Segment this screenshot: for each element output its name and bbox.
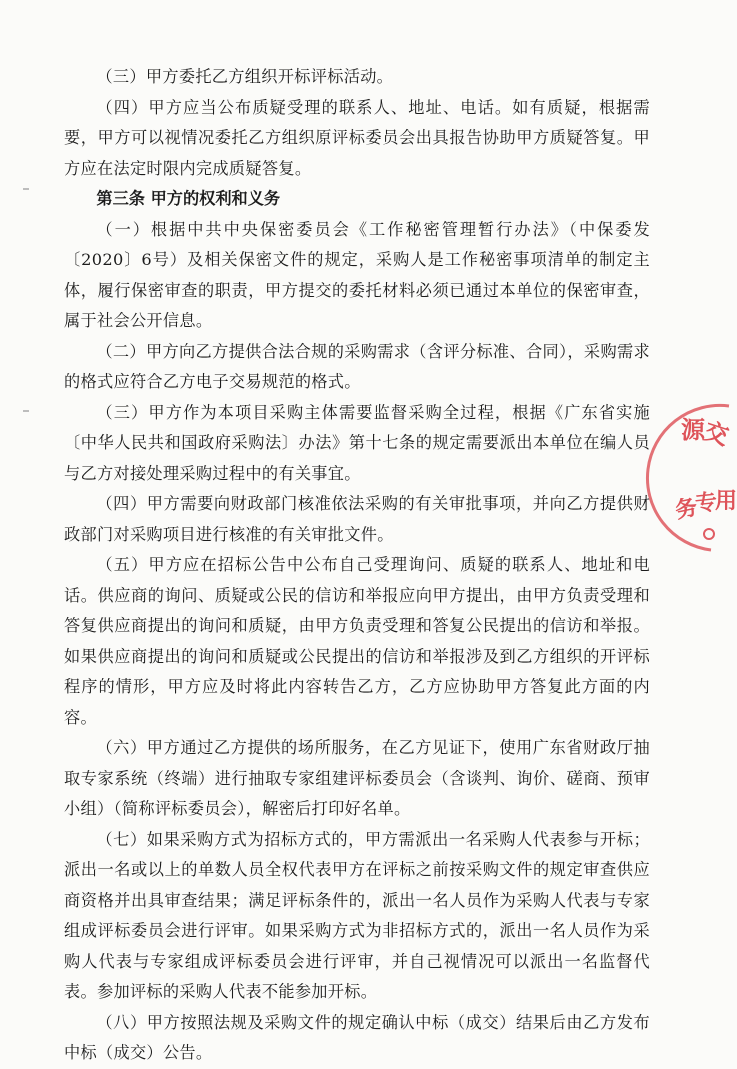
seal-glyph: 源 (681, 415, 705, 444)
red-seal-stamp (671, 400, 737, 560)
seal-glyph: 用 (715, 488, 737, 514)
paragraph-3-4: （四）甲方应当公布质疑受理的联系人、地址、电话。如有质疑，根据需要，甲方可以视情况委托乙方组织原评标委员会出具报告协助甲方质疑答复。甲方应在法定时限内完成质疑答复。 (64, 97, 650, 178)
paragraph-party-a-5: （五）甲方应在招标公告中公布自己受理询问、质疑的联系人、地址和电话。供应商的询问、质疑或公民的信访和举报应向甲方提出，由甲方负责受理和答复供应商提出的询问和质疑，由甲方负责受理和答复公民提出的信访和举报。如果供应商提出的询问和质疑或公民提出的信访和举报涉及到乙方组织的开评标程序的情形，甲方应及时将此内容转告乙方，乙方应协助甲方答复此方面的内容。 (64, 555, 650, 727)
paragraph-3-3: （三）甲方委托乙方组织开标评标活动。 (96, 67, 394, 86)
seal-glyph: 交 (700, 415, 733, 451)
paragraph-party-a-2: （二）甲方向乙方提供合法合规的采购需求（含评分标准、合同），采购需求的格式应符合乙方电子交易规范的格式。 (64, 341, 650, 391)
paragraph-party-a-8: （八）甲方按照法规及采购文件的规定确认中标（成交）结果后由乙方发布中标（成交）公告。 (64, 1012, 650, 1062)
paragraph-party-a-6: （六）甲方通过乙方提供的场所服务，在乙方见证下，使用广东省财政厅抽取专家系统（终端）进行抽取专家组建评标委员会（含谈判、询价、磋商、预审小组）（简称评标委员会），解密后打印好名单。 (64, 738, 650, 818)
paragraph-party-a-1: （一）根据中共中央保密委员会《工作秘密管理暂行办法》（中保委发〔2020〕6号）及相关保密文件的规定，采购人是工作秘密事项清单的制定主体，履行保密审查的职责，甲方提交的委托材料必须已通过本单位的保密审查，属于社会公开信息。 (64, 219, 650, 330)
paragraph-party-a-7: （七）如果采购方式为招标方式的，甲方需派出一名采购人代表参与开标；派出一名或以上的单数人员全权代表甲方在评标之前按采购文件的规定审查供应商资格并出具审查结果；满足评标条件的，派出一名人员作为采购人代表与专家组成评标委员会进行评审。如果采购方式为非招标方式的，派出一名人员作为采购人代表与专家组成评标委员会进行评审，并自己视情况可以派出一名监督代表。参加评标的采购人代表不能参加开标。 (64, 829, 650, 1001)
document-body (64, 62, 650, 1069)
section-heading-article-3: 第三条 甲方的权利和义务 (96, 189, 281, 208)
binding-mark (23, 410, 29, 412)
seal-glyph: 专 (693, 488, 719, 518)
paragraph-party-a-3: （三）甲方作为本项目采购主体需要监督采购全过程，根据《广东省实施〔中华人民共和国政府采购法〕办法》第十七条的规定需要派出本单位在编人员与乙方对接处理采购过程中的有关事宜。 (64, 402, 650, 483)
seal-glyph: 务 (672, 493, 700, 524)
paragraph-party-a-4: （四）甲方需要向财政部门核准依法采购的有关审批事项，并向乙方提供财政部门对采购项目进行核准的有关审批文件。 (64, 494, 650, 544)
binding-mark (23, 188, 29, 190)
